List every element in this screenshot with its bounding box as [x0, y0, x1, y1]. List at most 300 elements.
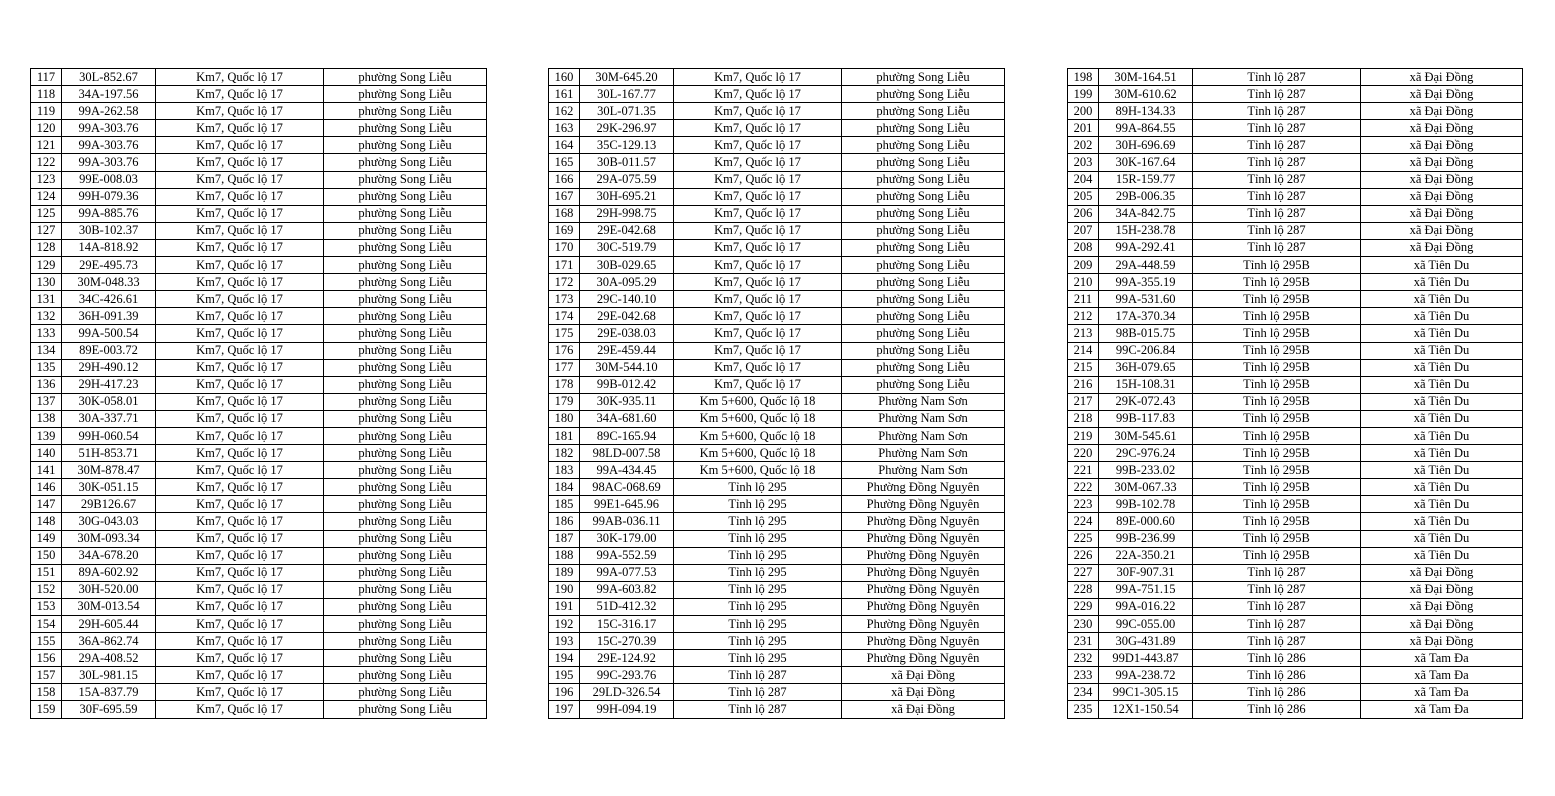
- license-plate-cell: 29A-448.59: [1099, 257, 1193, 274]
- ward-cell: xã Đại Đồng: [1361, 69, 1523, 86]
- license-plate-cell: 30L-071.35: [580, 103, 674, 120]
- license-plate-cell: 99H-060.54: [62, 427, 156, 444]
- ward-cell: phường Song Liễu: [324, 103, 487, 120]
- table-row: [1068, 137, 1523, 154]
- license-plate-cell: 98B-015.75: [1099, 325, 1193, 342]
- row-number-cell: 157: [31, 667, 62, 684]
- row-number-cell: 209: [1068, 257, 1099, 274]
- location-cell: Km7, Quốc lộ 17: [156, 308, 324, 325]
- row-number-cell: 221: [1068, 462, 1099, 479]
- ward-cell: phường Song Liễu: [324, 222, 487, 239]
- ward-cell: phường Song Liễu: [324, 427, 487, 444]
- table-row: [31, 479, 487, 496]
- license-plate-cell: 51H-853.71: [62, 445, 156, 462]
- row-number-cell: 233: [1068, 667, 1099, 684]
- license-plate-cell: 99A-077.53: [580, 564, 674, 581]
- table-row: [31, 376, 487, 393]
- table-row: [1068, 479, 1523, 496]
- location-cell: Tỉnh lộ 295B: [1193, 445, 1361, 462]
- location-cell: Km7, Quốc lộ 17: [674, 291, 842, 308]
- license-plate-cell: 30F-695.59: [62, 701, 156, 718]
- location-cell: Km7, Quốc lộ 17: [156, 103, 324, 120]
- row-number-cell: 123: [31, 171, 62, 188]
- license-plate-cell: 30B-102.37: [62, 222, 156, 239]
- ward-cell: xã Đại Đồng: [1361, 616, 1523, 633]
- license-plate-cell: 30G-431.89: [1099, 633, 1193, 650]
- row-number-cell: 226: [1068, 547, 1099, 564]
- location-cell: Tỉnh lộ 287: [1193, 205, 1361, 222]
- location-cell: Tỉnh lộ 295B: [1193, 496, 1361, 513]
- license-plate-cell: 99H-094.19: [580, 701, 674, 718]
- ward-cell: phường Song Liễu: [842, 86, 1005, 103]
- row-number-cell: 217: [1068, 393, 1099, 410]
- location-cell: Km7, Quốc lộ 17: [156, 342, 324, 359]
- ward-cell: xã Tiên Du: [1361, 530, 1523, 547]
- license-plate-cell: 30M-878.47: [62, 462, 156, 479]
- table-row: [549, 342, 1005, 359]
- table-row: [549, 684, 1005, 701]
- row-number-cell: 200: [1068, 103, 1099, 120]
- row-number-cell: 171: [549, 257, 580, 274]
- table-row: [1068, 69, 1523, 86]
- table-row: [549, 650, 1005, 667]
- ward-cell: xã Đại Đồng: [842, 684, 1005, 701]
- table-row: [549, 479, 1005, 496]
- location-cell: Km7, Quốc lộ 17: [156, 325, 324, 342]
- location-cell: Km7, Quốc lộ 17: [156, 427, 324, 444]
- table-row: [549, 359, 1005, 376]
- location-cell: Km7, Quốc lộ 17: [674, 342, 842, 359]
- license-plate-cell: 35C-129.13: [580, 137, 674, 154]
- license-plate-cell: 29H-490.12: [62, 359, 156, 376]
- location-cell: Tỉnh lộ 295: [674, 547, 842, 564]
- location-cell: Km7, Quốc lộ 17: [156, 633, 324, 650]
- row-number-cell: 199: [1068, 86, 1099, 103]
- table-row: [31, 171, 487, 188]
- table-row: [31, 496, 487, 513]
- ward-cell: phường Song Liễu: [842, 359, 1005, 376]
- location-cell: Km7, Quốc lộ 17: [156, 393, 324, 410]
- ward-cell: xã Đại Đồng: [1361, 564, 1523, 581]
- row-number-cell: 161: [549, 86, 580, 103]
- row-number-cell: 149: [31, 530, 62, 547]
- table-row: [31, 69, 487, 86]
- table-row: [31, 667, 487, 684]
- location-cell: Km7, Quốc lộ 17: [674, 188, 842, 205]
- license-plate-cell: 98LD-007.58: [580, 445, 674, 462]
- license-plate-cell: 99C-055.00: [1099, 616, 1193, 633]
- row-number-cell: 139: [31, 427, 62, 444]
- ward-cell: xã Đại Đồng: [1361, 581, 1523, 598]
- table-row: [1068, 308, 1523, 325]
- row-number-cell: 141: [31, 462, 62, 479]
- row-number-cell: 229: [1068, 598, 1099, 615]
- row-number-cell: 154: [31, 616, 62, 633]
- license-plate-cell: 99A-885.76: [62, 205, 156, 222]
- row-number-cell: 215: [1068, 359, 1099, 376]
- location-cell: Tỉnh lộ 287: [1193, 120, 1361, 137]
- table-row: [31, 410, 487, 427]
- ward-cell: phường Song Liễu: [324, 547, 487, 564]
- ward-cell: phường Song Liễu: [324, 684, 487, 701]
- row-number-cell: 176: [549, 342, 580, 359]
- license-plate-cell: 30K-935.11: [580, 393, 674, 410]
- ward-cell: xã Đại Đồng: [842, 667, 1005, 684]
- row-number-cell: 195: [549, 667, 580, 684]
- table-row: [31, 393, 487, 410]
- row-number-cell: 181: [549, 427, 580, 444]
- ward-cell: Phường Nam Sơn: [842, 462, 1005, 479]
- ward-cell: phường Song Liễu: [324, 205, 487, 222]
- license-plate-cell: 30A-095.29: [580, 274, 674, 291]
- license-plate-cell: 29A-075.59: [580, 171, 674, 188]
- location-cell: Km7, Quốc lộ 17: [674, 205, 842, 222]
- ward-cell: xã Đại Đồng: [1361, 86, 1523, 103]
- location-cell: Km7, Quốc lộ 17: [674, 171, 842, 188]
- location-cell: Km7, Quốc lộ 17: [156, 188, 324, 205]
- table-row: [31, 547, 487, 564]
- location-cell: Tỉnh lộ 295: [674, 513, 842, 530]
- license-plate-cell: 29LD-326.54: [580, 684, 674, 701]
- license-plate-cell: 29H-605.44: [62, 616, 156, 633]
- license-plate-cell: 99A-500.54: [62, 325, 156, 342]
- row-number-cell: 152: [31, 581, 62, 598]
- license-plate-cell: 29A-408.52: [62, 650, 156, 667]
- location-cell: Km7, Quốc lộ 17: [156, 462, 324, 479]
- vehicle-table-1: [30, 68, 487, 719]
- license-plate-cell: 99A-603.82: [580, 581, 674, 598]
- row-number-cell: 227: [1068, 564, 1099, 581]
- table-row: [549, 633, 1005, 650]
- location-cell: Tỉnh lộ 287: [1193, 633, 1361, 650]
- table-row: [31, 222, 487, 239]
- table-row: [549, 376, 1005, 393]
- table-row: [31, 530, 487, 547]
- row-number-cell: 187: [549, 530, 580, 547]
- row-number-cell: 219: [1068, 427, 1099, 444]
- ward-cell: phường Song Liễu: [324, 154, 487, 171]
- row-number-cell: 230: [1068, 616, 1099, 633]
- license-plate-cell: 30K-051.15: [62, 479, 156, 496]
- ward-cell: xã Tiên Du: [1361, 479, 1523, 496]
- table-row: [1068, 650, 1523, 667]
- location-cell: Tỉnh lộ 295: [674, 633, 842, 650]
- license-plate-cell: 99C1-305.15: [1099, 684, 1193, 701]
- table-row: [31, 188, 487, 205]
- location-cell: Tỉnh lộ 295B: [1193, 393, 1361, 410]
- license-plate-cell: 36H-091.39: [62, 308, 156, 325]
- license-plate-cell: 99B-236.99: [1099, 530, 1193, 547]
- license-plate-cell: 99A-238.72: [1099, 667, 1193, 684]
- license-plate-cell: 15H-238.78: [1099, 222, 1193, 239]
- location-cell: Km 5+600, Quốc lộ 18: [674, 427, 842, 444]
- ward-cell: xã Tiên Du: [1361, 547, 1523, 564]
- location-cell: Tỉnh lộ 287: [1193, 188, 1361, 205]
- row-number-cell: 180: [549, 410, 580, 427]
- row-number-cell: 118: [31, 86, 62, 103]
- table-row: [31, 274, 487, 291]
- location-cell: Tỉnh lộ 295: [674, 581, 842, 598]
- row-number-cell: 228: [1068, 581, 1099, 598]
- location-cell: Tỉnh lộ 286: [1193, 684, 1361, 701]
- vehicle-table-2: [548, 68, 1005, 719]
- license-plate-cell: 99AB-036.11: [580, 513, 674, 530]
- location-cell: Km7, Quốc lộ 17: [156, 547, 324, 564]
- table-row: [549, 445, 1005, 462]
- location-cell: Km7, Quốc lộ 17: [156, 69, 324, 86]
- row-number-cell: 235: [1068, 701, 1099, 718]
- location-cell: Km 5+600, Quốc lộ 18: [674, 410, 842, 427]
- location-cell: Tỉnh lộ 295B: [1193, 291, 1361, 308]
- license-plate-cell: 36H-079.65: [1099, 359, 1193, 376]
- row-number-cell: 167: [549, 188, 580, 205]
- location-cell: Km7, Quốc lộ 17: [156, 137, 324, 154]
- ward-cell: xã Tam Đa: [1361, 684, 1523, 701]
- row-number-cell: 130: [31, 274, 62, 291]
- ward-cell: Phường Đồng Nguyên: [842, 547, 1005, 564]
- location-cell: Km7, Quốc lộ 17: [156, 496, 324, 513]
- license-plate-cell: 29B126.67: [62, 496, 156, 513]
- row-number-cell: 148: [31, 513, 62, 530]
- license-plate-cell: 30M-610.62: [1099, 86, 1193, 103]
- table-row: [31, 445, 487, 462]
- location-cell: Tỉnh lộ 295B: [1193, 257, 1361, 274]
- table-row: [1068, 171, 1523, 188]
- license-plate-cell: 99A-751.15: [1099, 581, 1193, 598]
- location-cell: Km7, Quốc lộ 17: [156, 205, 324, 222]
- table-row: [549, 598, 1005, 615]
- ward-cell: xã Tiên Du: [1361, 410, 1523, 427]
- license-plate-cell: 15R-159.77: [1099, 171, 1193, 188]
- row-number-cell: 135: [31, 359, 62, 376]
- ward-cell: phường Song Liễu: [842, 291, 1005, 308]
- table-row: [549, 616, 1005, 633]
- license-plate-cell: 99A-434.45: [580, 462, 674, 479]
- license-plate-cell: 29E-042.68: [580, 222, 674, 239]
- vehicle-table-3: [1067, 68, 1523, 719]
- location-cell: Tỉnh lộ 295B: [1193, 325, 1361, 342]
- location-cell: Tỉnh lộ 287: [1193, 581, 1361, 598]
- ward-cell: phường Song Liễu: [324, 274, 487, 291]
- license-plate-cell: 99A-303.76: [62, 154, 156, 171]
- table-row: [31, 342, 487, 359]
- row-number-cell: 166: [549, 171, 580, 188]
- location-cell: Km7, Quốc lộ 17: [156, 479, 324, 496]
- ward-cell: Phường Nam Sơn: [842, 393, 1005, 410]
- row-number-cell: 163: [549, 120, 580, 137]
- ward-cell: Phường Đồng Nguyên: [842, 598, 1005, 615]
- location-cell: Km7, Quốc lộ 17: [156, 410, 324, 427]
- location-cell: Km7, Quốc lộ 17: [674, 222, 842, 239]
- license-plate-cell: 99H-079.36: [62, 188, 156, 205]
- location-cell: Km7, Quốc lộ 17: [156, 86, 324, 103]
- table-row: [1068, 257, 1523, 274]
- ward-cell: Phường Đồng Nguyên: [842, 479, 1005, 496]
- ward-cell: phường Song Liễu: [324, 564, 487, 581]
- row-number-cell: 208: [1068, 239, 1099, 256]
- license-plate-cell: 29E-124.92: [580, 650, 674, 667]
- row-number-cell: 193: [549, 633, 580, 650]
- row-number-cell: 225: [1068, 530, 1099, 547]
- table-row: [31, 359, 487, 376]
- location-cell: Tỉnh lộ 287: [1193, 86, 1361, 103]
- license-plate-cell: 15H-108.31: [1099, 376, 1193, 393]
- license-plate-cell: 29E-495.73: [62, 257, 156, 274]
- ward-cell: xã Tiên Du: [1361, 376, 1523, 393]
- table-row: [549, 205, 1005, 222]
- location-cell: Tỉnh lộ 295B: [1193, 513, 1361, 530]
- table-row: [1068, 462, 1523, 479]
- table-row: [549, 564, 1005, 581]
- row-number-cell: 120: [31, 120, 62, 137]
- location-cell: Tỉnh lộ 286: [1193, 650, 1361, 667]
- row-number-cell: 178: [549, 376, 580, 393]
- row-number-cell: 216: [1068, 376, 1099, 393]
- license-plate-cell: 22A-350.21: [1099, 547, 1193, 564]
- table-row: [1068, 120, 1523, 137]
- license-plate-cell: 99B-233.02: [1099, 462, 1193, 479]
- location-cell: Tỉnh lộ 287: [674, 667, 842, 684]
- license-plate-cell: 51D-412.32: [580, 598, 674, 615]
- location-cell: Tỉnh lộ 287: [1193, 103, 1361, 120]
- license-plate-cell: 15C-270.39: [580, 633, 674, 650]
- row-number-cell: 182: [549, 445, 580, 462]
- ward-cell: xã Tam Đa: [1361, 701, 1523, 718]
- location-cell: Tỉnh lộ 295B: [1193, 530, 1361, 547]
- row-number-cell: 164: [549, 137, 580, 154]
- row-number-cell: 137: [31, 393, 62, 410]
- ward-cell: xã Tiên Du: [1361, 291, 1523, 308]
- license-plate-cell: 30H-695.21: [580, 188, 674, 205]
- ward-cell: xã Tiên Du: [1361, 257, 1523, 274]
- row-number-cell: 198: [1068, 69, 1099, 86]
- license-plate-cell: 30G-043.03: [62, 513, 156, 530]
- table-row: [549, 547, 1005, 564]
- ward-cell: Phường Đồng Nguyên: [842, 496, 1005, 513]
- location-cell: Km7, Quốc lộ 17: [674, 239, 842, 256]
- location-cell: Km7, Quốc lộ 17: [156, 154, 324, 171]
- ward-cell: xã Đại Đồng: [1361, 154, 1523, 171]
- table-row: [1068, 445, 1523, 462]
- license-plate-cell: 12X1-150.54: [1099, 701, 1193, 718]
- license-plate-cell: 29C-140.10: [580, 291, 674, 308]
- license-plate-cell: 14A-818.92: [62, 239, 156, 256]
- location-cell: Km7, Quốc lộ 17: [156, 598, 324, 615]
- ward-cell: phường Song Liễu: [842, 188, 1005, 205]
- location-cell: Tỉnh lộ 295: [674, 479, 842, 496]
- ward-cell: xã Tiên Du: [1361, 359, 1523, 376]
- location-cell: Km7, Quốc lộ 17: [674, 308, 842, 325]
- row-number-cell: 210: [1068, 274, 1099, 291]
- location-cell: Tỉnh lộ 287: [1193, 171, 1361, 188]
- license-plate-cell: 99E-008.03: [62, 171, 156, 188]
- row-number-cell: 151: [31, 564, 62, 581]
- row-number-cell: 170: [549, 239, 580, 256]
- table-row: [549, 308, 1005, 325]
- license-plate-cell: 30L-852.67: [62, 69, 156, 86]
- ward-cell: phường Song Liễu: [842, 257, 1005, 274]
- ward-cell: phường Song Liễu: [324, 120, 487, 137]
- ward-cell: phường Song Liễu: [324, 137, 487, 154]
- ward-cell: xã Đại Đồng: [842, 701, 1005, 718]
- row-number-cell: 185: [549, 496, 580, 513]
- location-cell: Tỉnh lộ 295B: [1193, 547, 1361, 564]
- location-cell: Tỉnh lộ 295: [674, 496, 842, 513]
- table-row: [549, 257, 1005, 274]
- row-number-cell: 201: [1068, 120, 1099, 137]
- location-cell: Km7, Quốc lộ 17: [674, 86, 842, 103]
- row-number-cell: 134: [31, 342, 62, 359]
- location-cell: Km7, Quốc lộ 17: [156, 581, 324, 598]
- row-number-cell: 150: [31, 547, 62, 564]
- ward-cell: xã Tiên Du: [1361, 462, 1523, 479]
- row-number-cell: 214: [1068, 342, 1099, 359]
- row-number-cell: 155: [31, 633, 62, 650]
- license-plate-cell: 30K-167.64: [1099, 154, 1193, 171]
- row-number-cell: 128: [31, 239, 62, 256]
- table-row: [31, 257, 487, 274]
- ward-cell: phường Song Liễu: [842, 376, 1005, 393]
- license-plate-cell: 29E-042.68: [580, 308, 674, 325]
- ward-cell: phường Song Liễu: [324, 513, 487, 530]
- location-cell: Km7, Quốc lộ 17: [674, 274, 842, 291]
- location-cell: Km7, Quốc lộ 17: [674, 69, 842, 86]
- ward-cell: phường Song Liễu: [324, 376, 487, 393]
- location-cell: Km7, Quốc lộ 17: [156, 564, 324, 581]
- table-row: [549, 69, 1005, 86]
- license-plate-cell: 30M-645.20: [580, 69, 674, 86]
- license-plate-cell: 30B-029.65: [580, 257, 674, 274]
- ward-cell: phường Song Liễu: [842, 274, 1005, 291]
- table-row: [549, 171, 1005, 188]
- table-row: [549, 513, 1005, 530]
- license-plate-cell: 30K-058.01: [62, 393, 156, 410]
- row-number-cell: 158: [31, 684, 62, 701]
- table-row: [31, 616, 487, 633]
- table-row: [1068, 684, 1523, 701]
- location-cell: Km7, Quốc lộ 17: [674, 154, 842, 171]
- table-row: [549, 222, 1005, 239]
- ward-cell: phường Song Liễu: [324, 581, 487, 598]
- table-row: [549, 427, 1005, 444]
- row-number-cell: 231: [1068, 633, 1099, 650]
- row-number-cell: 174: [549, 308, 580, 325]
- ward-cell: xã Đại Đồng: [1361, 120, 1523, 137]
- row-number-cell: 184: [549, 479, 580, 496]
- license-plate-cell: 99E1-645.96: [580, 496, 674, 513]
- table-row: [1068, 359, 1523, 376]
- license-plate-cell: 29K-296.97: [580, 120, 674, 137]
- table-row: [549, 462, 1005, 479]
- location-cell: Km7, Quốc lộ 17: [156, 616, 324, 633]
- table-row: [31, 701, 487, 718]
- table-row: [31, 308, 487, 325]
- row-number-cell: 177: [549, 359, 580, 376]
- location-cell: Km7, Quốc lộ 17: [156, 445, 324, 462]
- row-number-cell: 175: [549, 325, 580, 342]
- row-number-cell: 197: [549, 701, 580, 718]
- ward-cell: phường Song Liễu: [324, 616, 487, 633]
- license-plate-cell: 99B-102.78: [1099, 496, 1193, 513]
- ward-cell: Phường Đồng Nguyên: [842, 650, 1005, 667]
- ward-cell: Phường Nam Sơn: [842, 427, 1005, 444]
- ward-cell: phường Song Liễu: [324, 633, 487, 650]
- location-cell: Km7, Quốc lộ 17: [156, 222, 324, 239]
- license-plate-cell: 30M-544.10: [580, 359, 674, 376]
- table-row: [1068, 222, 1523, 239]
- license-plate-cell: 34A-197.56: [62, 86, 156, 103]
- license-plate-cell: 34A-678.20: [62, 547, 156, 564]
